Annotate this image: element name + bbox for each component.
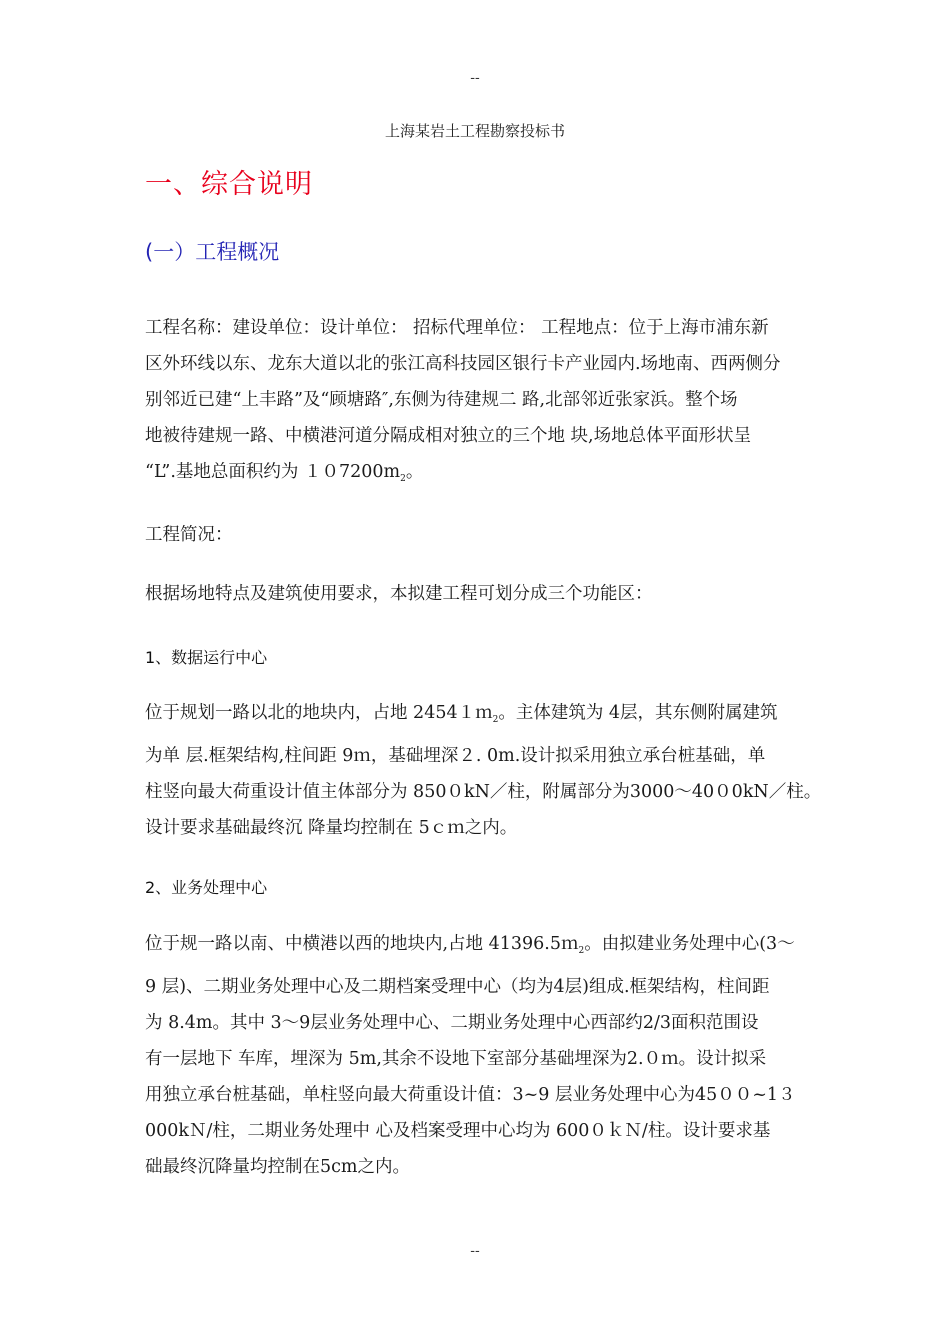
zone2-line: 有一层地下 车库，埋深为 5m,其余不设地下室部分基础埋深为2.０ｍ。设计拟采	[145, 1049, 767, 1069]
overview-line: 地被待建规一路、中横港河道分隔成相对独立的三个地 块,场地总体平面形状呈	[145, 426, 752, 446]
overview-last-line	[145, 454, 815, 497]
zone2-line: 用独立承台桩基础，单柱竖向最大荷重设计值：3~9 层业务处理中心为45００~1３	[145, 1085, 796, 1105]
zone1-area-subscript: 2	[492, 715, 499, 725]
area-text: “L”.基地总面积约为 １０7200m	[145, 462, 401, 482]
overview-line: 别邻近已建“上丰路”及“顾塘路″,东侧为待建规二 路,北部邻近张家浜。整个场	[145, 390, 738, 410]
zone2-area-subscript: 2	[578, 946, 585, 956]
zone2-line: 000kＮ/柱，二期业务处理中 心及档案受理中心均为 600０ｋＮ/柱。设计要求基	[145, 1121, 771, 1141]
zone1-line: 柱竖向最大荷重设计值主体部分为 850０kN／柱，附属部分为3000～40０0kN／柱。	[145, 782, 822, 802]
subsection-heading: (一）工程概况	[145, 240, 280, 264]
zone2-first-line-end: 。由拟建业务处理中心(3～	[584, 934, 795, 954]
area-unit-subscript: 2	[400, 474, 406, 484]
zones-intro: 根据场地特点及建筑使用要求，本拟建工程可划分成三个功能区：	[145, 584, 653, 604]
zone1-line: 设计要求基础最终沉 降量均控制在 5ｃｍ之内。	[145, 818, 518, 838]
zone2-line: 为 8.4m。其中 3～9层业务处理中心、二期业务处理中心西部约2/3面积范围设	[145, 1013, 759, 1033]
overview-paragraph	[145, 310, 815, 497]
zone1-area-text: 位于规划一路以北的地块内，占地 2454１ｍ	[145, 703, 493, 723]
document-title: 上海某岩土工程勘察投标书	[384, 122, 565, 140]
page-marker-bottom: --	[470, 1243, 480, 1259]
zone2-paragraph	[145, 926, 815, 1185]
zone1-line: 为单 层.框架结构,柱间距 9ｍ，基础埋深２. 0m.设计拟采用独立承台桩基础，单	[145, 746, 766, 766]
zone2-area-text: 位于规一路以南、中横港以西的地块内,占地 41396.5ｍ	[145, 934, 579, 954]
overview-line: 工程名称：建设单位：设计单位： 招标代理单位： 工程地点：位于上海市浦东新	[145, 318, 769, 338]
zone2-line: 础最终沉降量均控制在5cm之内。	[145, 1157, 411, 1177]
zone1-first-line	[145, 695, 815, 738]
zone1-first-line-end: 。主体建筑为 4层，其东侧附属建筑	[498, 703, 778, 723]
overview-line: 区外环线以东、龙东大道以北的张江高科技园区银行卡产业园内.场地南、西两侧分	[145, 354, 781, 374]
zone2-heading: 2、业务处理中心	[145, 878, 268, 897]
zone1-heading: 1、数据运行中心	[145, 648, 268, 667]
brief-label: 工程简况：	[145, 525, 233, 545]
zone2-first-line	[145, 926, 815, 969]
section-heading-1: 一、综合说明	[145, 169, 313, 200]
area-text-end: 。	[405, 462, 424, 482]
page-marker-top: --	[470, 70, 480, 86]
zone2-line: 9 层)、二期业务处理中心及二期档案受理中心（均为4层)组成.框架结构，柱间距	[145, 977, 770, 997]
zone1-paragraph	[145, 695, 822, 846]
